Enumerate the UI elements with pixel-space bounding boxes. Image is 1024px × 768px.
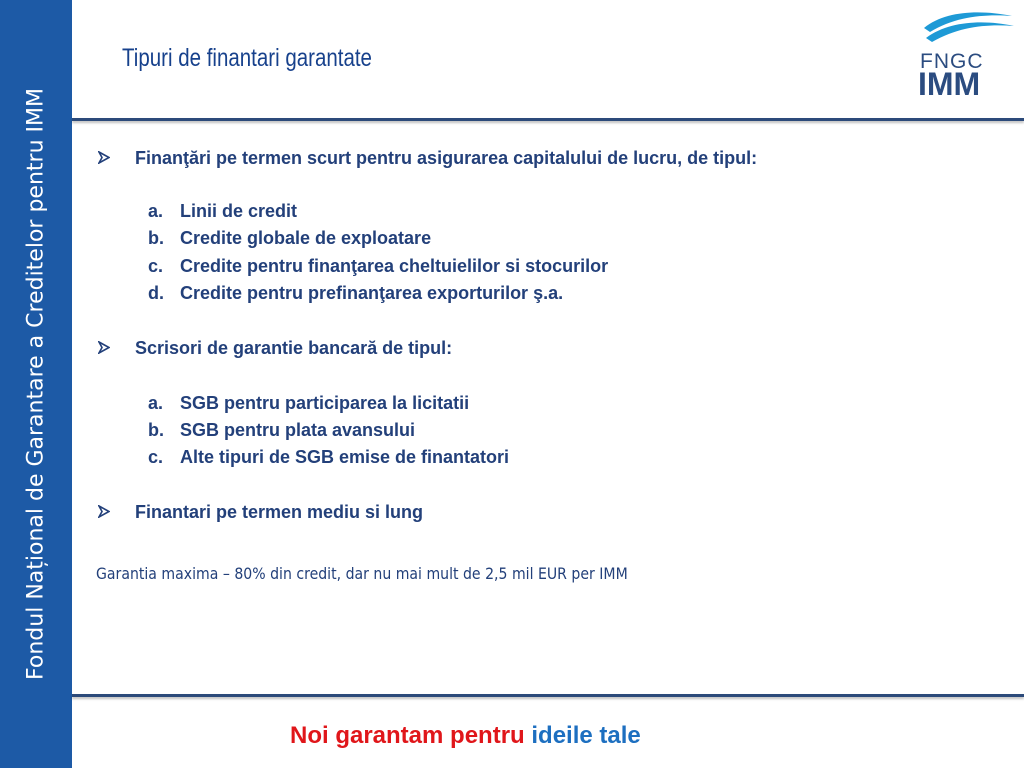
- logo-text-imm: IMM: [918, 66, 981, 102]
- bullet-text: Finantari pe termen mediu si lung: [135, 502, 424, 522]
- logo-text-fngc: FNGC: [920, 50, 984, 73]
- list-item: b. SGB pentru plata avansului: [148, 420, 416, 440]
- sidebar-vertical-text: Fondul Național de Garantare a Creditelor pentru IMM: [23, 88, 49, 680]
- arrow-bullet-icon: [98, 341, 110, 354]
- list-item: a. Linii de credit: [148, 201, 298, 221]
- footer-divider: [72, 694, 1024, 697]
- slogan-part-blue: ideile tale: [531, 722, 641, 749]
- bullet-text: Finanţări pe termen scurt pentru asigurarea capitalului de lucru, de tipul:: [135, 148, 758, 168]
- arrow-bullet-icon: [98, 151, 110, 164]
- guarantee-note: Garantia maxima – 80% din credit, dar nu mai mult de 2,5 mil EUR per IMM: [96, 564, 628, 583]
- slide-title: Tipuri de finantari garantate: [122, 44, 372, 72]
- footer-slogan: [290, 722, 641, 750]
- fngc-logo: [916, 8, 1020, 102]
- list-item: c. Alte tipuri de SGB emise de finantatori: [148, 447, 510, 467]
- bullet-text: Scrisori de garantie bancară de tipul:: [135, 338, 453, 358]
- list-item: b. Credite globale de exploatare: [148, 228, 432, 248]
- list-item: a. SGB pentru participarea la licitatii: [148, 393, 470, 413]
- wave-logo-icon: [916, 8, 1020, 52]
- sidebar-band: [0, 0, 72, 768]
- list-item: d. Credite pentru prefinanţarea exporturilor ş.a.: [148, 283, 564, 303]
- arrow-bullet-icon: [98, 505, 110, 518]
- slogan-part-red: Noi garantam pentru: [290, 722, 525, 749]
- list-item: c. Credite pentru finanţarea cheltuielilor si stocurilor: [148, 256, 609, 276]
- header-divider: [72, 118, 1024, 121]
